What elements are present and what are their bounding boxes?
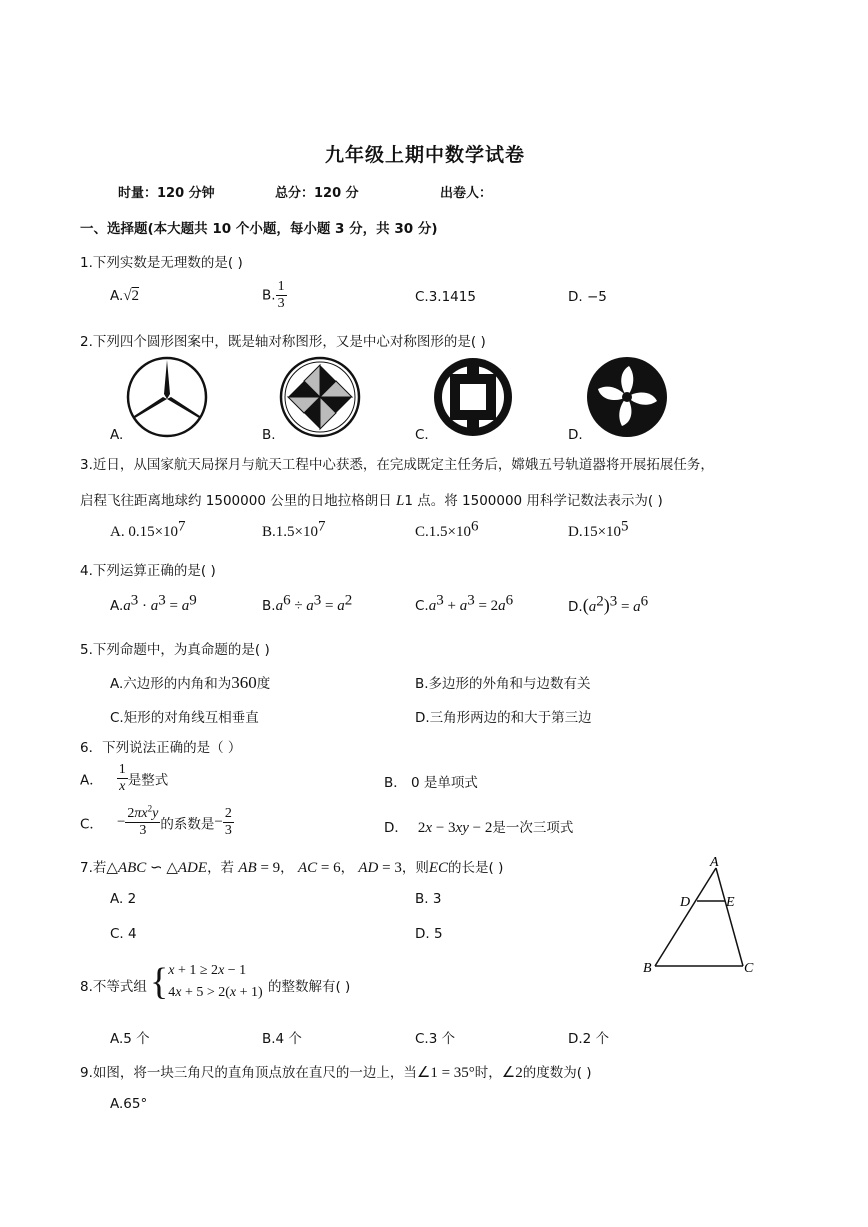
question-7-option-d: D. 5 bbox=[415, 926, 443, 942]
question-8-option-b: B.4 个 bbox=[262, 1031, 302, 1047]
question-2-option-a: A. bbox=[110, 427, 124, 443]
question-2-option-c: C. bbox=[415, 427, 429, 443]
question-7-option-b: B. 3 bbox=[415, 891, 442, 907]
question-3-line-1: 3.近日，从国家航天局探月与航天工程中心获悉，在完成既定主任务后，嫦娥五号轨道器将开展拓展任务， bbox=[80, 457, 714, 473]
question-7-option-a: A. 2 bbox=[110, 891, 137, 907]
side-ac bbox=[716, 868, 743, 966]
question-7-stem: 7.若△ABC ∽ △ADE，若 AB = 9， AC = 6， AD = 3，则EC的长是( ) bbox=[80, 860, 504, 876]
question-8-stem-prefix: 8.不等式组 bbox=[80, 979, 147, 995]
question-5-stem: 5.下列命题中，为真命题的是( ) bbox=[80, 642, 270, 658]
question-6-stem: 6．下列说法正确的是（ ） bbox=[80, 740, 242, 756]
question-4-option-a: $A.a^3 \cdot a^3 = a^9$ bbox=[110, 592, 197, 614]
question-4-option-b: $B.a^6 \div a^3 = a^2$ bbox=[262, 592, 353, 614]
question-9-option-a: A.65° bbox=[110, 1096, 148, 1112]
question-6-option-a: A． $\frac{1}{x}$ 是整式 bbox=[80, 762, 169, 794]
question-4-option-d: $D.(a^2)^3 = a^6$ bbox=[568, 593, 649, 615]
exam-score: 总分：120 分 bbox=[275, 186, 359, 201]
question-5-option-c: C.矩形的对角线互相垂直 bbox=[110, 710, 259, 726]
question-8-option-d: D.2 个 bbox=[568, 1031, 610, 1047]
question-3-option-c: $C.1.5\times 10^6$ bbox=[415, 518, 479, 540]
question-8-option-c: C.3 个 bbox=[415, 1031, 456, 1047]
question-1-option-c: C.3.1415 bbox=[415, 289, 476, 305]
mercedes-circle-figure bbox=[123, 356, 211, 438]
pinwheel-circle-figure bbox=[276, 356, 364, 438]
label-e: E bbox=[726, 895, 735, 910]
section-heading: 一、选择题(本大题共 10 个小题，每小题 3 分，共 30 分) bbox=[80, 221, 438, 237]
question-2-option-b: B. bbox=[262, 427, 276, 443]
side-ab bbox=[655, 868, 716, 966]
question-8-option-a: A.5 个 bbox=[110, 1031, 150, 1047]
question-6-option-b: B． 0 是单项式 bbox=[384, 775, 478, 791]
triangle-figure bbox=[636, 850, 766, 980]
question-1-option-a: A.√2 bbox=[110, 288, 140, 304]
question-3-option-d: $D.15\times 10^5$ bbox=[568, 518, 629, 540]
label-b: B bbox=[643, 961, 652, 976]
question-7-option-c: C. 4 bbox=[110, 926, 137, 942]
page-title: 九年级上期中数学试卷 bbox=[325, 144, 526, 166]
inequality-system: { x + 1 ≥ 2x − 1 4x + 5 > 2(x + 1) bbox=[150, 961, 263, 1003]
question-3-option-a: A. $0.15\times 10^7$ bbox=[110, 518, 186, 540]
question-5-option-d: D.三角形两边的和大于第三边 bbox=[415, 710, 592, 726]
question-8-stem-suffix: 的整数解有( ) bbox=[268, 979, 351, 995]
question-6-option-c: C． − $\frac{2\pi x^2y}{3}$ 的系数是− $\frac{2}{3}$ bbox=[80, 803, 232, 838]
exam-author: 出卷人： bbox=[440, 186, 493, 201]
question-3-line-2: 启程飞往距离地球约 1500000 公里的日地拉格朗日 L1 点。将 1500000 用科学记数法表示为( ) bbox=[80, 493, 663, 509]
label-a: A bbox=[710, 855, 719, 870]
question-2-stem: 2.下列四个圆形图案中，既是轴对称图形，又是中心对称图形的是( ) bbox=[80, 334, 486, 350]
question-5-option-a: A.六边形的内角和为360度 bbox=[110, 673, 271, 692]
question-4-stem: 4.下列运算正确的是( ) bbox=[80, 563, 216, 579]
question-1-option-d: D. −5 bbox=[568, 289, 607, 305]
question-1-option-b: B. $\frac{1}{3}$ bbox=[262, 279, 285, 311]
question-4-option-c: $C.a^3 + a^3 = 2a^6$ bbox=[415, 592, 514, 614]
question-3-option-b: $B.1.5\times 10^7$ bbox=[262, 518, 326, 540]
bauhinia-circle-figure bbox=[583, 356, 671, 438]
coin-circle-figure bbox=[429, 356, 517, 438]
question-2-option-d: D. bbox=[568, 427, 583, 443]
label-c: C bbox=[744, 961, 754, 976]
question-1-stem: 1.下列实数是无理数的是( ) bbox=[80, 255, 243, 271]
question-5-option-b: B.多边形的外角和与边数有关 bbox=[415, 676, 591, 692]
label-d: D bbox=[680, 895, 691, 910]
question-9-stem: 9.如图，将一块三角尺的直角顶点放在直尺的一边上，当∠1 = 35°时，∠2的度数为( ) bbox=[80, 1065, 592, 1081]
exam-time: 时量：120 分钟 bbox=[118, 186, 215, 201]
question-6-option-d: D． 2x − 3xy − 2是一次三项式 bbox=[384, 820, 574, 836]
